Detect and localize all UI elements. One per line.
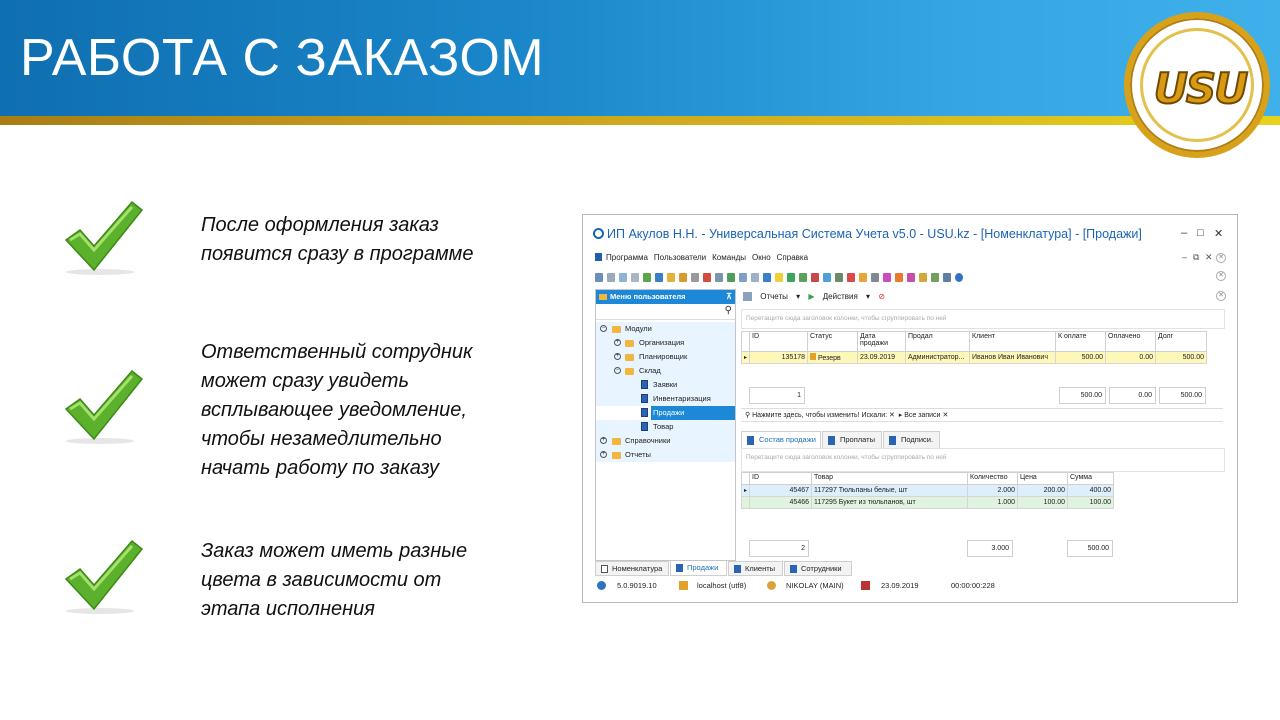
tree-item-requests[interactable]: Заявки — [596, 378, 735, 392]
menu-commands[interactable]: Команды — [712, 253, 747, 262]
orders-count-total: 1 — [749, 387, 805, 404]
folder-icon — [625, 340, 634, 347]
menu-help[interactable]: Справка — [776, 253, 809, 262]
database-icon — [679, 581, 688, 590]
tab-icon — [601, 565, 608, 573]
toolbar-icon[interactable] — [619, 273, 627, 282]
toolbar-icon[interactable] — [751, 273, 759, 282]
expand-icon[interactable]: + — [615, 353, 620, 359]
checkmark-icon — [58, 537, 148, 617]
version-label: 5.0.9019.10 — [617, 581, 657, 590]
document-icon — [641, 408, 648, 417]
toolbar-icon[interactable] — [763, 273, 771, 282]
toolbar-icon[interactable] — [787, 273, 795, 282]
tab-icon — [747, 436, 754, 445]
folder-icon — [625, 368, 634, 375]
sale-items-table — [741, 472, 1114, 509]
toolbar-icon[interactable] — [799, 273, 807, 282]
expand-icon[interactable]: + — [601, 437, 606, 443]
reports-button[interactable]: Отчеты ▾ — [743, 292, 800, 301]
toolbar-icon[interactable] — [667, 273, 675, 282]
toolbar-icon[interactable] — [631, 273, 639, 282]
tab-employees[interactable]: Сотрудники — [784, 561, 852, 576]
clear-filter-icon[interactable]: ✕ — [889, 412, 895, 419]
tab-sales[interactable]: Продажи — [670, 561, 727, 576]
toolbar-icon[interactable] — [847, 273, 855, 282]
toolbar-icon[interactable] — [679, 273, 687, 282]
toolbar-icon[interactable] — [943, 273, 951, 282]
expand-icon[interactable]: + — [601, 451, 606, 457]
tree-item-reports[interactable]: + Отчеты — [596, 448, 735, 462]
toolbar-icon[interactable] — [595, 273, 603, 282]
circle-close-icon[interactable]: ✕ — [1216, 271, 1226, 281]
tab-clients[interactable]: Клиенты — [728, 561, 783, 576]
tab-payments[interactable]: Проплаты — [822, 431, 882, 448]
actions-button[interactable]: ▶ Действия ▾ — [808, 292, 871, 301]
bullet-text: Ответственный сотрудник может сразу увидеть всплывающее уведомление, чтобы незамедлительно начать работу по заказу — [201, 341, 473, 479]
qty-total: 3.000 — [967, 540, 1013, 557]
toolbar-icon[interactable] — [907, 273, 915, 282]
group-panel[interactable]: Перетащите сюда заголовок колонки, чтобы сгруппировать по ней — [741, 309, 1225, 329]
toolbar-icon[interactable] — [727, 273, 735, 282]
folder-icon — [612, 452, 621, 459]
table-row[interactable]: ▸ 135178 Резерв 23.09.2019 Администратор... Иванов Иван Иванович 500.00 0.00 500.00 — [742, 352, 1207, 364]
status-cell: Резерв — [808, 352, 858, 364]
logo-text: USU — [1153, 64, 1247, 113]
folder-icon — [625, 354, 634, 361]
sub-toolbar — [743, 292, 891, 301]
toolbar-icon[interactable] — [811, 273, 819, 282]
paid-total: 0.00 — [1109, 387, 1156, 404]
collapse-icon[interactable]: − — [615, 367, 620, 373]
table-row[interactable]: 45466 117295 Букет из тюльпанов, шт 1.000 100.00 100.00 — [742, 497, 1114, 509]
tab-icon — [790, 565, 797, 573]
tree-item-planner[interactable]: + Планировщик — [596, 350, 735, 364]
toolbar-icon[interactable] — [775, 273, 783, 282]
table-header — [742, 332, 1207, 352]
maximize-button[interactable]: □ — [1197, 227, 1204, 239]
column-header[interactable]: Оплачено — [1106, 332, 1156, 352]
tree-item-warehouse[interactable]: − Склад — [596, 364, 735, 378]
column-header[interactable]: К оплате — [1056, 332, 1106, 352]
gold-stripe — [0, 116, 1280, 125]
stop-icon[interactable]: ⊘ — [878, 292, 886, 301]
checkmark-icon — [58, 367, 148, 447]
close-button[interactable]: ✕ — [1214, 228, 1224, 240]
column-header[interactable]: ID — [750, 473, 812, 485]
toolbar-icon[interactable] — [607, 273, 615, 282]
table-row[interactable]: ▸ 45467 117297 Тюльпаны белые, шт 2.000 200.00 400.00 — [742, 485, 1114, 497]
tree-item-organization[interactable]: + Организация — [596, 336, 735, 350]
table-header — [742, 473, 1114, 485]
toolbar-icon[interactable] — [859, 273, 867, 282]
menu-program[interactable]: Программа — [606, 253, 648, 262]
menu-search-input[interactable] — [596, 304, 735, 320]
clear-filter-icon[interactable]: ✕ — [942, 412, 949, 419]
row-indicator-icon: ▸ — [742, 352, 750, 364]
tab-icon — [889, 436, 896, 445]
folder-icon — [612, 438, 621, 445]
tree-item-directories[interactable]: + Справочники — [596, 434, 735, 448]
toolbar-icon[interactable] — [895, 273, 903, 282]
menu-tree — [596, 322, 735, 462]
debt-total: 500.00 — [1159, 387, 1206, 404]
column-header[interactable]: Продал — [906, 332, 970, 352]
app-menu-icon — [595, 253, 602, 261]
column-header[interactable]: Долг — [1156, 332, 1207, 352]
column-header[interactable]: ID — [750, 332, 808, 352]
tree-item-inventory[interactable]: Инвентаризация — [596, 392, 735, 406]
bullet-text: Заказ может иметь разные цвета в зависимости от этапа исполнения — [201, 540, 468, 620]
toolbar-icon[interactable] — [823, 273, 831, 282]
timer-label: 00:00:00:228 — [951, 581, 995, 590]
toolbar-icon[interactable] — [739, 273, 747, 282]
collapse-icon[interactable]: − — [601, 325, 606, 331]
play-icon: ▶ — [808, 292, 815, 301]
tab-signatures[interactable]: Подписи. — [883, 431, 940, 448]
usu-logo — [1124, 12, 1270, 158]
toolbar-icon[interactable] — [691, 273, 699, 282]
toolbar-icon[interactable] — [919, 273, 927, 282]
folder-icon — [599, 294, 607, 300]
window-title: ИП Акулов Н.Н. - Универсальная Система Учета v5.0 - USU.kz - [Номенклатура] - [Продажи] — [593, 227, 1142, 241]
slide-title: РАБОТА С ЗАКАЗОМ — [20, 29, 545, 87]
column-header[interactable]: Дата продажи — [858, 332, 906, 352]
tree-item-modules[interactable]: − Модули — [596, 322, 735, 336]
app-icon — [593, 228, 604, 239]
column-header[interactable]: Товар — [812, 473, 968, 485]
info-icon[interactable] — [955, 273, 963, 282]
sum-total: 500.00 — [1067, 540, 1113, 557]
tab-icon — [734, 565, 741, 573]
row-indicator-icon: ▸ — [742, 485, 750, 497]
column-header[interactable]: Статус — [808, 332, 858, 352]
column-header[interactable]: Клиент — [970, 332, 1056, 352]
circle-close-icon[interactable]: ✕ — [1216, 253, 1226, 263]
tree-item-goods[interactable]: Товар — [596, 420, 735, 434]
column-header[interactable]: Количество — [968, 473, 1018, 485]
document-icon — [641, 394, 648, 403]
toolbar-icon[interactable] — [871, 273, 879, 282]
report-icon — [743, 292, 752, 301]
circle-close-icon[interactable]: ✕ — [1216, 291, 1226, 301]
calendar-icon — [861, 581, 870, 590]
mdi-restore-button[interactable]: ⧉ — [1193, 252, 1200, 262]
status-bar — [595, 581, 1225, 595]
toolbar-icon[interactable] — [835, 273, 843, 282]
checkmark-icon — [58, 198, 148, 278]
document-icon — [641, 422, 648, 431]
date-label: 23.09.2019 — [881, 581, 919, 590]
toolbar-icon[interactable] — [715, 273, 723, 282]
tab-sale-composition[interactable]: Состав продажи — [741, 431, 821, 448]
search-icon: ⚲ — [745, 412, 751, 419]
toolbar-icon[interactable] — [655, 273, 663, 282]
menu-bar — [595, 253, 814, 262]
info-icon — [597, 581, 606, 590]
group-panel[interactable]: Перетащите сюда заголовок колонки, чтобы сгруппировать по ней — [741, 448, 1225, 472]
orders-table — [741, 331, 1207, 364]
menu-window[interactable]: Окно — [752, 253, 771, 262]
user-menu-panel — [595, 289, 736, 561]
db-label: localhost (utf8) — [697, 581, 747, 590]
toolbar-icon[interactable] — [931, 273, 939, 282]
lock-icon — [810, 353, 816, 360]
app-window — [582, 214, 1238, 603]
column-header[interactable]: Сумма — [1068, 473, 1114, 485]
folder-icon — [612, 326, 621, 333]
document-icon — [641, 380, 648, 389]
minimize-button[interactable]: – — [1181, 227, 1188, 239]
main-toolbar — [595, 269, 967, 283]
mdi-close-button[interactable]: ✕ — [1205, 252, 1213, 262]
expand-icon[interactable]: + — [615, 339, 620, 345]
toolbar-icon[interactable] — [703, 273, 711, 282]
toolbar-icon[interactable] — [883, 273, 891, 282]
pin-icon[interactable]: ⊼ — [726, 292, 732, 301]
menu-users[interactable]: Пользователи — [653, 253, 707, 262]
tab-icon — [828, 436, 835, 445]
bullet-text: После оформления заказ появится сразу в программе — [201, 214, 474, 265]
items-count-total: 2 — [749, 540, 809, 557]
toolbar-icon[interactable] — [643, 273, 651, 282]
to-pay-total: 500.00 — [1059, 387, 1106, 404]
mdi-minimize-button[interactable]: – — [1182, 252, 1188, 262]
user-icon — [767, 581, 776, 590]
tab-nomenclature[interactable]: Номенклатура — [595, 561, 669, 576]
search-icon[interactable]: ⚲ — [724, 305, 732, 316]
tab-icon — [676, 564, 683, 572]
panel-header: Меню пользователя ⊼ — [596, 290, 735, 304]
column-header[interactable]: Цена — [1018, 473, 1068, 485]
tree-item-sales[interactable]: Продажи — [596, 406, 735, 420]
user-label: NIKOLAY (MAIN) — [786, 581, 844, 590]
filter-bar[interactable]: ⚲ Нажмите здесь, чтобы изменить! Искали: ✕ ▸ Все записи ✕ — [741, 408, 1223, 422]
